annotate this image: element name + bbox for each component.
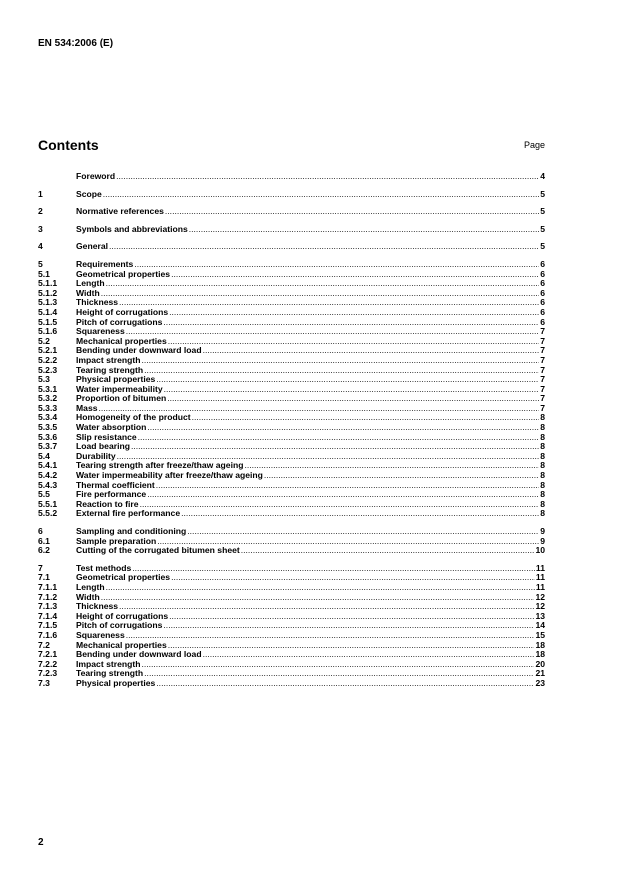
dot-leader bbox=[141, 660, 534, 670]
toc-entry-title: Water absorption bbox=[76, 423, 147, 433]
toc-entry-number: 5.2.1 bbox=[38, 346, 58, 356]
toc-entry-number: 6 bbox=[38, 527, 43, 536]
table-of-contents bbox=[38, 172, 545, 689]
toc-entry[interactable] bbox=[38, 442, 545, 452]
toc-entry-number: 5.3.7 bbox=[38, 442, 58, 452]
dot-leader bbox=[119, 602, 534, 612]
toc-entry[interactable] bbox=[38, 423, 545, 433]
toc-entry-page: 23 bbox=[535, 678, 545, 688]
toc-entry-number: 4 bbox=[38, 242, 43, 252]
toc-entry[interactable] bbox=[38, 546, 545, 556]
toc-entry-page: 8 bbox=[540, 432, 545, 442]
toc-entry-title: Water impermeability after freeze/thaw ageing bbox=[76, 471, 263, 481]
dot-leader bbox=[109, 242, 539, 252]
toc-entry-number: 5.2.2 bbox=[38, 355, 58, 365]
toc-entry-number: 5.2.3 bbox=[38, 365, 58, 375]
toc-entry[interactable] bbox=[38, 631, 545, 641]
dot-leader bbox=[189, 225, 539, 235]
toc-entry[interactable] bbox=[38, 327, 545, 337]
dot-leader bbox=[126, 631, 535, 641]
toc-entry-title: Width bbox=[76, 288, 100, 298]
toc-entry[interactable] bbox=[38, 242, 545, 252]
toc-entry[interactable] bbox=[38, 346, 545, 356]
toc-entry-number: 5.4 bbox=[38, 451, 50, 461]
toc-entry-title: Proportion of bitumen bbox=[76, 394, 167, 404]
toc-entry-page: 7 bbox=[540, 394, 545, 404]
toc-entry-title: Mass bbox=[76, 403, 98, 413]
toc-entry-number: 1 bbox=[38, 189, 43, 199]
toc-entry-title: Pitch of corrugations bbox=[76, 317, 163, 327]
toc-entry-page: 13 bbox=[535, 611, 545, 621]
toc-entry-number: 7.1.5 bbox=[38, 621, 58, 631]
toc-entry-number: 7.2.1 bbox=[38, 650, 58, 660]
dot-leader bbox=[147, 490, 539, 500]
toc-entry-number: 7.1.3 bbox=[38, 602, 58, 612]
toc-entry[interactable] bbox=[38, 433, 545, 443]
toc-entry-title: Mechanical properties bbox=[76, 336, 167, 346]
dot-leader bbox=[181, 509, 539, 519]
toc-entry-title: Bending under downward load bbox=[76, 650, 202, 660]
dot-leader bbox=[187, 527, 539, 537]
toc-entry[interactable] bbox=[38, 337, 545, 347]
toc-entry-page: 6 bbox=[540, 288, 545, 298]
dot-leader bbox=[106, 583, 535, 593]
toc-entry-page: 6 bbox=[540, 307, 545, 317]
toc-entry-page: 11 bbox=[535, 563, 545, 573]
dot-leader bbox=[144, 366, 539, 376]
toc-entry[interactable] bbox=[38, 573, 545, 583]
toc-entry-number: 5.3.6 bbox=[38, 432, 58, 442]
dot-leader bbox=[171, 270, 539, 280]
toc-entry[interactable] bbox=[38, 679, 545, 689]
dot-leader bbox=[203, 650, 535, 660]
dot-leader bbox=[144, 669, 534, 679]
dot-leader bbox=[147, 423, 539, 433]
toc-entry-number: 5.5 bbox=[38, 490, 50, 500]
toc-entry-number: 6.2 bbox=[38, 546, 50, 556]
toc-entry-number: 5.1.1 bbox=[38, 279, 58, 289]
toc-entry-page: 20 bbox=[535, 659, 545, 669]
toc-entry[interactable] bbox=[38, 612, 545, 622]
toc-entry-title: Squareness bbox=[76, 327, 125, 337]
toc-entry-page: 8 bbox=[540, 499, 545, 509]
dot-leader bbox=[101, 289, 539, 299]
toc-entry-page: 7 bbox=[540, 355, 545, 365]
toc-entry[interactable] bbox=[38, 593, 545, 603]
toc-entry-page: 5 bbox=[540, 189, 545, 199]
dot-leader bbox=[244, 461, 539, 471]
toc-entry-number: 7.3 bbox=[38, 678, 50, 688]
toc-entry[interactable] bbox=[38, 509, 545, 519]
toc-entry-number: 7.2.3 bbox=[38, 669, 58, 679]
toc-entry-number: 5.3.5 bbox=[38, 423, 58, 433]
toc-entry-number: 5.4.2 bbox=[38, 471, 58, 481]
toc-entry-number: 6.1 bbox=[38, 536, 50, 546]
toc-entry-page: 4 bbox=[540, 172, 545, 181]
dot-leader bbox=[132, 564, 535, 574]
dot-leader bbox=[165, 207, 539, 217]
toc-entry-number: 5.3.1 bbox=[38, 384, 58, 394]
toc-entry[interactable] bbox=[38, 260, 545, 270]
toc-entry-title: Physical properties bbox=[76, 375, 156, 385]
toc-entry-title: Scope bbox=[76, 189, 102, 199]
dot-leader bbox=[167, 394, 539, 404]
toc-entry-page: 8 bbox=[540, 461, 545, 471]
toc-entry-title: Tearing strength bbox=[76, 365, 144, 375]
toc-entry-page: 7 bbox=[540, 336, 545, 346]
toc-entry-page: 6 bbox=[540, 269, 545, 279]
dot-leader bbox=[164, 385, 540, 395]
toc-entry-page: 9 bbox=[540, 527, 545, 536]
toc-entry-title: Fire performance bbox=[76, 490, 147, 500]
dot-leader bbox=[141, 356, 539, 366]
dot-leader bbox=[171, 573, 535, 583]
toc-entry[interactable] bbox=[38, 452, 545, 462]
toc-entry[interactable] bbox=[38, 564, 545, 574]
toc-entry[interactable] bbox=[38, 366, 545, 376]
toc-entry-title: Tearing strength bbox=[76, 669, 144, 679]
toc-entry-title: Length bbox=[76, 582, 105, 592]
toc-entry-title: Thickness bbox=[76, 602, 119, 612]
toc-entry-title: Symbols and abbreviations bbox=[76, 224, 188, 234]
toc-entry-title: Height of corrugations bbox=[76, 307, 169, 317]
toc-entry[interactable] bbox=[38, 537, 545, 547]
toc-entry-page: 11 bbox=[535, 573, 545, 583]
toc-entry-title: Reaction to fire bbox=[76, 499, 139, 509]
toc-entry[interactable] bbox=[38, 527, 545, 537]
toc-entry-page: 18 bbox=[535, 650, 545, 660]
toc-entry[interactable] bbox=[38, 394, 545, 404]
toc-entry-number: 7.1.1 bbox=[38, 582, 58, 592]
toc-entry-page: 14 bbox=[535, 621, 545, 631]
dot-leader bbox=[168, 337, 539, 347]
toc-entry-number: 5.4.3 bbox=[38, 480, 58, 490]
toc-entry-page: 10 bbox=[535, 546, 545, 556]
toc-entry-page: 6 bbox=[540, 259, 545, 269]
toc-entry-number: 5 bbox=[38, 259, 43, 269]
toc-entry-title: Slip resistance bbox=[76, 432, 137, 442]
toc-entry-number: 5.1.5 bbox=[38, 317, 58, 327]
dot-leader bbox=[156, 679, 534, 689]
toc-entry-title: Water impermeability bbox=[76, 384, 163, 394]
toc-entry[interactable] bbox=[38, 298, 545, 308]
toc-entry[interactable] bbox=[38, 602, 545, 612]
toc-entry-number: 7.2 bbox=[38, 640, 50, 650]
toc-entry-title: Thermal coefficient bbox=[76, 480, 155, 490]
dot-leader bbox=[101, 593, 535, 603]
toc-entry-number: 7.2.2 bbox=[38, 659, 58, 669]
toc-entry-title: General bbox=[76, 242, 109, 252]
toc-entry-title: Mechanical properties bbox=[76, 640, 167, 650]
toc-entry[interactable] bbox=[38, 481, 545, 491]
toc-entry[interactable] bbox=[38, 270, 545, 280]
toc-entry[interactable] bbox=[38, 308, 545, 318]
toc-entry-title: Foreword bbox=[76, 172, 116, 181]
toc-entry[interactable] bbox=[38, 621, 545, 631]
toc-entry[interactable] bbox=[38, 318, 545, 328]
dot-leader bbox=[134, 260, 539, 270]
toc-entry-title: Physical properties bbox=[76, 678, 156, 688]
dot-leader bbox=[241, 546, 535, 556]
toc-entry-page: 5 bbox=[540, 224, 545, 234]
dot-leader bbox=[156, 481, 539, 491]
dot-leader bbox=[116, 172, 539, 182]
toc-entry[interactable] bbox=[38, 500, 545, 510]
toc-entry-title: Sample preparation bbox=[76, 536, 157, 546]
toc-entry-title: Normative references bbox=[76, 207, 164, 217]
toc-entry[interactable] bbox=[38, 490, 545, 500]
toc-entry[interactable] bbox=[38, 404, 545, 414]
dot-leader bbox=[119, 298, 539, 308]
toc-entry-page: 7 bbox=[540, 327, 545, 337]
toc-entry-title: Homogeneity of the product bbox=[76, 413, 191, 423]
toc-entry-number: 5.2 bbox=[38, 336, 50, 346]
dot-leader bbox=[117, 452, 540, 462]
toc-entry-page: 9 bbox=[540, 536, 545, 546]
toc-entry-title: Requirements bbox=[76, 259, 134, 269]
toc-entry-number: 7.1.4 bbox=[38, 611, 58, 621]
toc-entry-number: 5.5.1 bbox=[38, 499, 58, 509]
toc-entry[interactable] bbox=[38, 289, 545, 299]
toc-entry-page: 7 bbox=[540, 365, 545, 375]
toc-entry-page: 8 bbox=[540, 413, 545, 423]
dot-leader bbox=[169, 308, 539, 318]
toc-entry-number: 5.3.2 bbox=[38, 394, 58, 404]
toc-entry-title: Geometrical properties bbox=[76, 573, 171, 583]
toc-entry-page: 8 bbox=[540, 490, 545, 500]
toc-entry-page: 7 bbox=[540, 375, 545, 385]
toc-entry-page: 6 bbox=[540, 279, 545, 289]
toc-entry-page: 8 bbox=[540, 480, 545, 490]
toc-entry-page: 12 bbox=[535, 592, 545, 602]
toc-entry-page: 11 bbox=[535, 582, 545, 592]
toc-entry-title: Thickness bbox=[76, 298, 119, 308]
toc-entry-number: 7.1.2 bbox=[38, 592, 58, 602]
dot-leader bbox=[169, 612, 534, 622]
toc-entry[interactable] bbox=[38, 413, 545, 423]
toc-entry-page: 7 bbox=[540, 346, 545, 356]
dot-leader bbox=[131, 442, 539, 452]
toc-entry-title: Durability bbox=[76, 451, 116, 461]
toc-entry-page: 12 bbox=[535, 602, 545, 612]
toc-entry-title: Sampling and conditioning bbox=[76, 527, 187, 536]
toc-entry-page: 8 bbox=[540, 509, 545, 519]
toc-entry-title: Tearing strength after freeze/thaw ageing bbox=[76, 461, 244, 471]
toc-entry-title: Width bbox=[76, 592, 100, 602]
toc-entry-page: 15 bbox=[535, 630, 545, 640]
dot-leader bbox=[203, 346, 540, 356]
toc-entry-title: Impact strength bbox=[76, 659, 141, 669]
toc-entry-title: Bending under downward load bbox=[76, 346, 202, 356]
dot-leader bbox=[99, 404, 540, 414]
toc-entry-number: 5.5.2 bbox=[38, 509, 58, 519]
dot-leader bbox=[156, 375, 539, 385]
toc-entry-number: 5.1.6 bbox=[38, 327, 58, 337]
toc-entry-page: 8 bbox=[540, 423, 545, 433]
toc-entry-number: 7.1.6 bbox=[38, 630, 58, 640]
toc-entry[interactable] bbox=[38, 660, 545, 670]
toc-entry[interactable] bbox=[38, 650, 545, 660]
toc-entry-number: 5.1.4 bbox=[38, 307, 58, 317]
page-column-label: Page bbox=[524, 140, 546, 150]
toc-entry[interactable] bbox=[38, 471, 545, 481]
toc-entry[interactable] bbox=[38, 225, 545, 235]
toc-entry-number: 5.1.3 bbox=[38, 298, 58, 308]
toc-entry[interactable] bbox=[38, 641, 545, 651]
toc-entry-number: 7 bbox=[38, 563, 43, 573]
toc-entry-number: 5.3.3 bbox=[38, 403, 58, 413]
toc-entry-page: 6 bbox=[540, 298, 545, 308]
toc-entry[interactable] bbox=[38, 669, 545, 679]
toc-entry-title: External fire performance bbox=[76, 509, 181, 519]
toc-entry[interactable] bbox=[38, 190, 545, 200]
dot-leader bbox=[103, 190, 539, 200]
toc-entry-number: 5.3.4 bbox=[38, 413, 58, 423]
toc-entry[interactable] bbox=[38, 461, 545, 471]
toc-entry[interactable] bbox=[38, 356, 545, 366]
toc-entry-page: 6 bbox=[540, 317, 545, 327]
dot-leader bbox=[192, 413, 540, 423]
toc-entry-title: Cutting of the corrugated bitumen sheet bbox=[76, 546, 240, 556]
toc-entry-page: 8 bbox=[540, 442, 545, 452]
dot-leader bbox=[264, 471, 539, 481]
toc-entry-number: 5.1 bbox=[38, 269, 50, 279]
page-number: 2 bbox=[38, 837, 44, 848]
dot-leader bbox=[106, 279, 540, 289]
dot-leader bbox=[140, 500, 540, 510]
toc-entry[interactable] bbox=[38, 207, 545, 217]
toc-entry-title: Load bearing bbox=[76, 442, 130, 452]
toc-entry[interactable] bbox=[38, 172, 545, 182]
toc-entry-number: 2 bbox=[38, 207, 43, 217]
dot-leader bbox=[168, 641, 535, 651]
toc-entry-title: Height of corrugations bbox=[76, 611, 169, 621]
toc-entry-page: 5 bbox=[540, 207, 545, 217]
toc-entry-page: 7 bbox=[540, 403, 545, 413]
document-id: EN 534:2006 (E) bbox=[38, 38, 114, 49]
dot-leader bbox=[138, 433, 540, 443]
toc-entry-page: 8 bbox=[540, 451, 545, 461]
toc-entry-title: Length bbox=[76, 279, 105, 289]
toc-entry-number: 7.1 bbox=[38, 573, 50, 583]
toc-entry-title: Test methods bbox=[76, 563, 132, 573]
contents-heading: Contents bbox=[38, 137, 99, 153]
toc-entry-title: Pitch of corrugations bbox=[76, 621, 163, 631]
dot-leader bbox=[126, 327, 539, 337]
dot-leader bbox=[163, 621, 534, 631]
toc-entry-page: 18 bbox=[535, 640, 545, 650]
toc-entry-page: 8 bbox=[540, 471, 545, 481]
toc-entry-title: Impact strength bbox=[76, 355, 141, 365]
dot-leader bbox=[157, 537, 539, 547]
toc-entry-page: 7 bbox=[540, 384, 545, 394]
toc-entry-number: 5.3 bbox=[38, 375, 50, 385]
toc-entry[interactable] bbox=[38, 375, 545, 385]
dot-leader bbox=[163, 318, 539, 328]
toc-entry-page: 5 bbox=[540, 242, 545, 252]
toc-entry[interactable] bbox=[38, 385, 545, 395]
toc-entry-title: Squareness bbox=[76, 630, 125, 640]
toc-entry-page: 21 bbox=[535, 669, 545, 679]
toc-entry[interactable] bbox=[38, 279, 545, 289]
toc-entry-number: 5.1.2 bbox=[38, 288, 58, 298]
toc-entry-title: Geometrical properties bbox=[76, 269, 171, 279]
toc-entry-number: 3 bbox=[38, 224, 43, 234]
toc-entry-number: 5.4.1 bbox=[38, 461, 58, 471]
toc-entry[interactable] bbox=[38, 583, 545, 593]
